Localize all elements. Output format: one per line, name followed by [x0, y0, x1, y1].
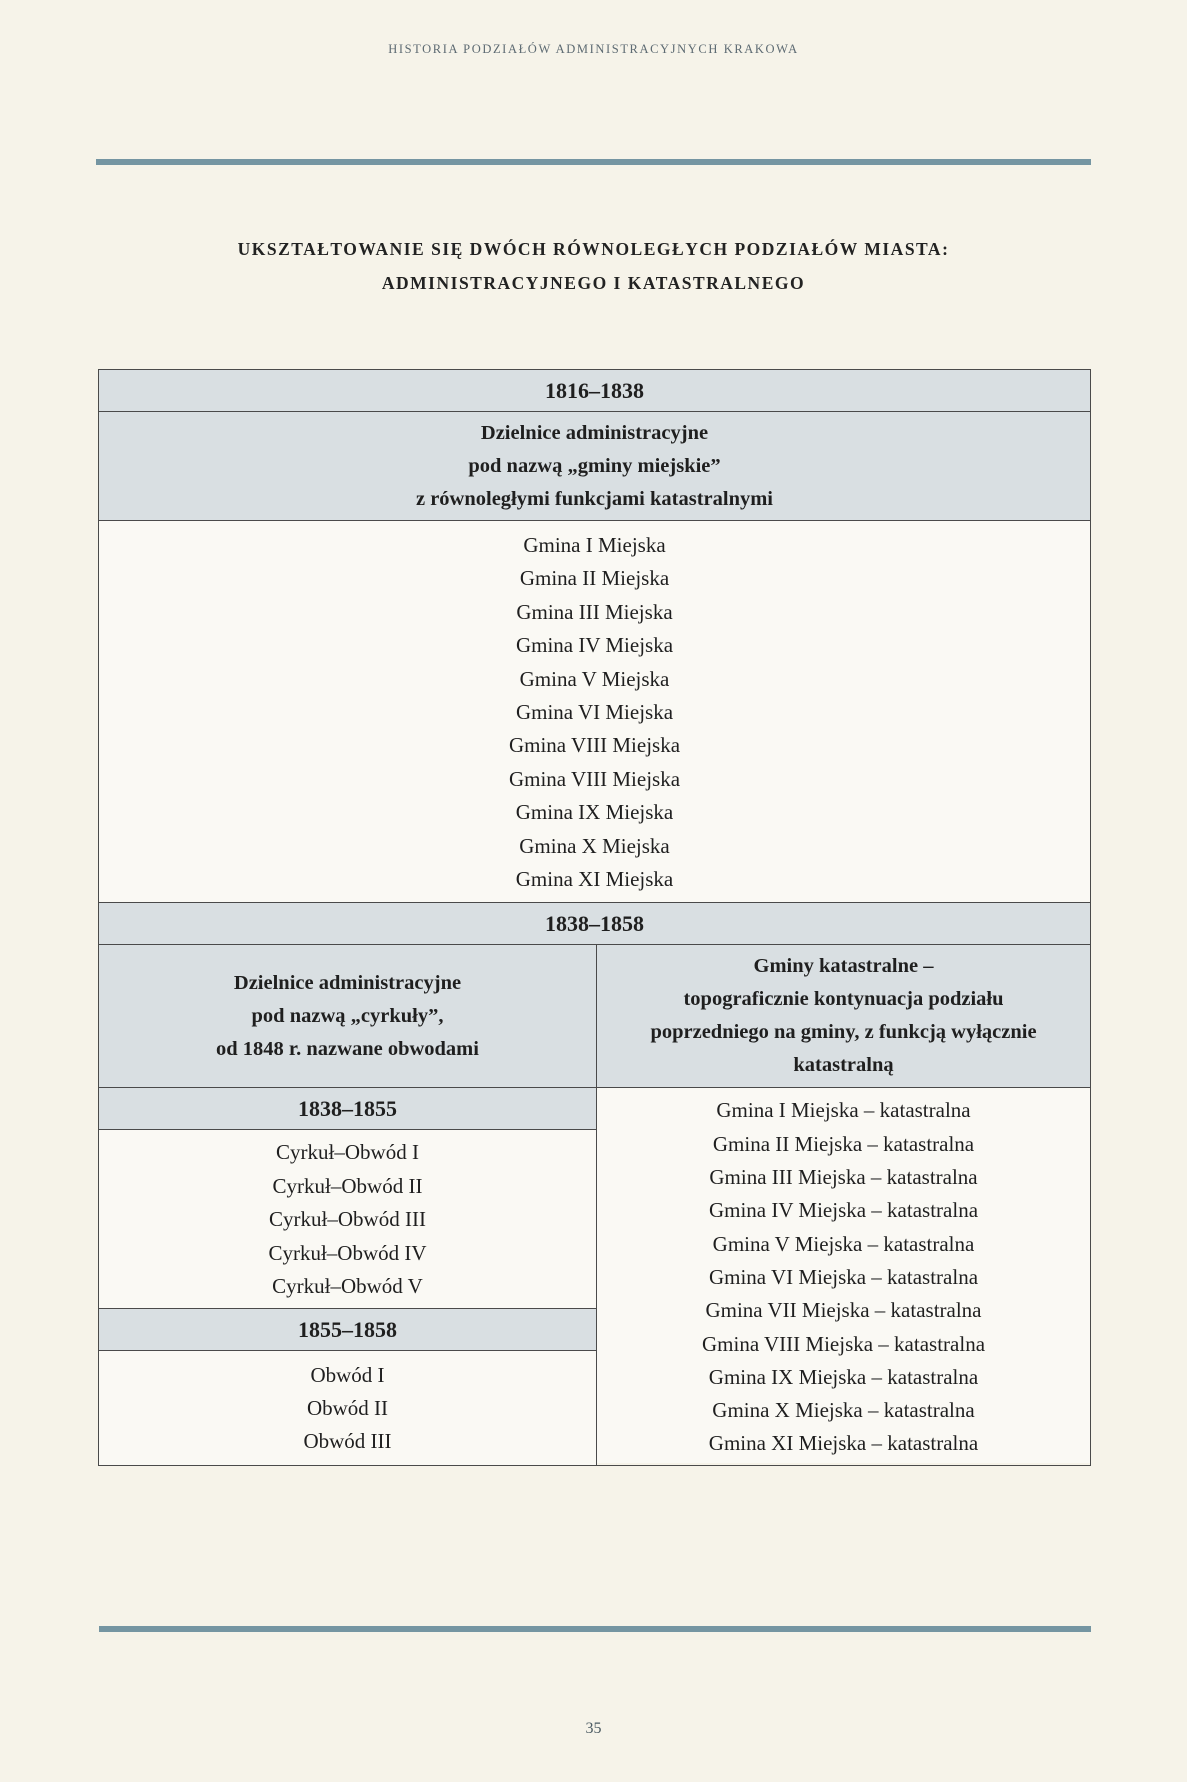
list-item: Gmina III Miejska – katastralna: [709, 1165, 978, 1190]
list-item: Cyrkuł–Obwód IV: [268, 1240, 427, 1265]
divisions-table: [98, 369, 1091, 1466]
list-item: Gmina V Miejska: [519, 666, 670, 691]
figure-title: [0, 232, 1187, 300]
list-item: Gmina VIII Miejska: [508, 733, 681, 758]
list-item: Gmina VI Miejska – katastralna: [708, 1264, 979, 1289]
list-item: Gmina III Miejska: [516, 599, 673, 624]
list-item: Gmina V Miejska – katastralna: [712, 1231, 975, 1256]
administrative-heading: [99, 945, 596, 1088]
list-item: Obwód III: [303, 1429, 392, 1454]
heading-line: topograficznie kontynuacja podziału: [683, 988, 1004, 1011]
sub-period-1-years: 1838–1855: [99, 1088, 596, 1130]
list-item: Gmina X Miejska – katastralna: [712, 1398, 975, 1423]
heading-line: od 1848 r. nazwane obwodami: [216, 1037, 479, 1060]
administrative-column: [99, 945, 596, 1464]
sub-period-2-list: [99, 1351, 596, 1465]
period2-columns: [99, 945, 1090, 1464]
heading-line: pod nazwą „gminy miejskie”: [468, 454, 721, 477]
period1-heading: [99, 412, 1090, 521]
list-item: Gmina VIII Miejska: [508, 766, 681, 791]
heading-line: z równoległymi funkcjami katastralnymi: [415, 487, 774, 510]
list-item: Gmina XI Miejska – katastralna: [708, 1431, 979, 1456]
heading-line: katastralną: [793, 1054, 894, 1077]
heading-line: poprzedniego na gminy, z funkcją wyłącznie: [650, 1021, 1037, 1044]
heading-line: Gminy katastralne –: [753, 955, 934, 978]
cadastral-column: [596, 945, 1090, 1464]
period1-years: 1816–1838: [99, 370, 1090, 412]
list-item: Gmina IX Miejska: [515, 800, 674, 825]
heading-line: Dzielnice administracyjne: [233, 971, 462, 994]
heading-line: Dzielnice administracyjne: [480, 421, 709, 444]
list-item: Gmina II Miejska – katastralna: [712, 1131, 975, 1156]
sub-period-1-list: [99, 1130, 596, 1308]
heading-line: pod nazwą „cyrkuły”,: [251, 1004, 444, 1027]
list-item: Gmina XI Miejska: [515, 867, 674, 892]
page-number: 35: [585, 1720, 602, 1737]
period1-list: [99, 521, 1090, 903]
list-item: Gmina VIII Miejska – katastralna: [701, 1331, 986, 1356]
list-item: Cyrkuł–Obwód V: [272, 1274, 423, 1299]
title-line-1: UKSZTAŁTOWANIE SIĘ DWÓCH RÓWNOLEGŁYCH PODZIAŁÓW MIASTA:: [237, 239, 950, 259]
list-item: Gmina IV Miejska – katastralna: [708, 1198, 979, 1223]
top-rule: [96, 159, 1091, 165]
list-item: Cyrkuł–Obwód III: [269, 1207, 426, 1232]
list-item: Gmina VI Miejska: [515, 700, 674, 725]
list-item: Gmina IV Miejska: [515, 633, 674, 658]
list-item: Cyrkuł–Obwód I: [276, 1140, 419, 1165]
list-item: Gmina I Miejska – katastralna: [716, 1098, 971, 1123]
list-item: Gmina II Miejska: [519, 566, 670, 591]
sub-period-2-years: 1855–1858: [99, 1309, 596, 1351]
cadastral-heading: [597, 945, 1090, 1088]
list-item: Gmina VII Miejska – katastralna: [705, 1298, 982, 1323]
list-item: Obwód I: [310, 1362, 385, 1387]
list-item: Gmina IX Miejska – katastralna: [708, 1364, 979, 1389]
list-item: Obwód II: [306, 1395, 389, 1420]
list-item: Gmina I Miejska: [523, 533, 666, 557]
period2-years: 1838–1858: [99, 903, 1090, 945]
running-head: HISTORIA PODZIAŁÓW ADMINISTRACYJNYCH KRAKOWA: [388, 42, 799, 56]
cadastral-list: [597, 1088, 1090, 1462]
list-item: Cyrkuł–Obwód II: [272, 1173, 423, 1198]
title-line-2: ADMINISTRACYJNEGO I KATASTRALNEGO: [381, 273, 806, 293]
bottom-rule: [99, 1626, 1091, 1632]
list-item: Gmina X Miejska: [519, 833, 670, 858]
